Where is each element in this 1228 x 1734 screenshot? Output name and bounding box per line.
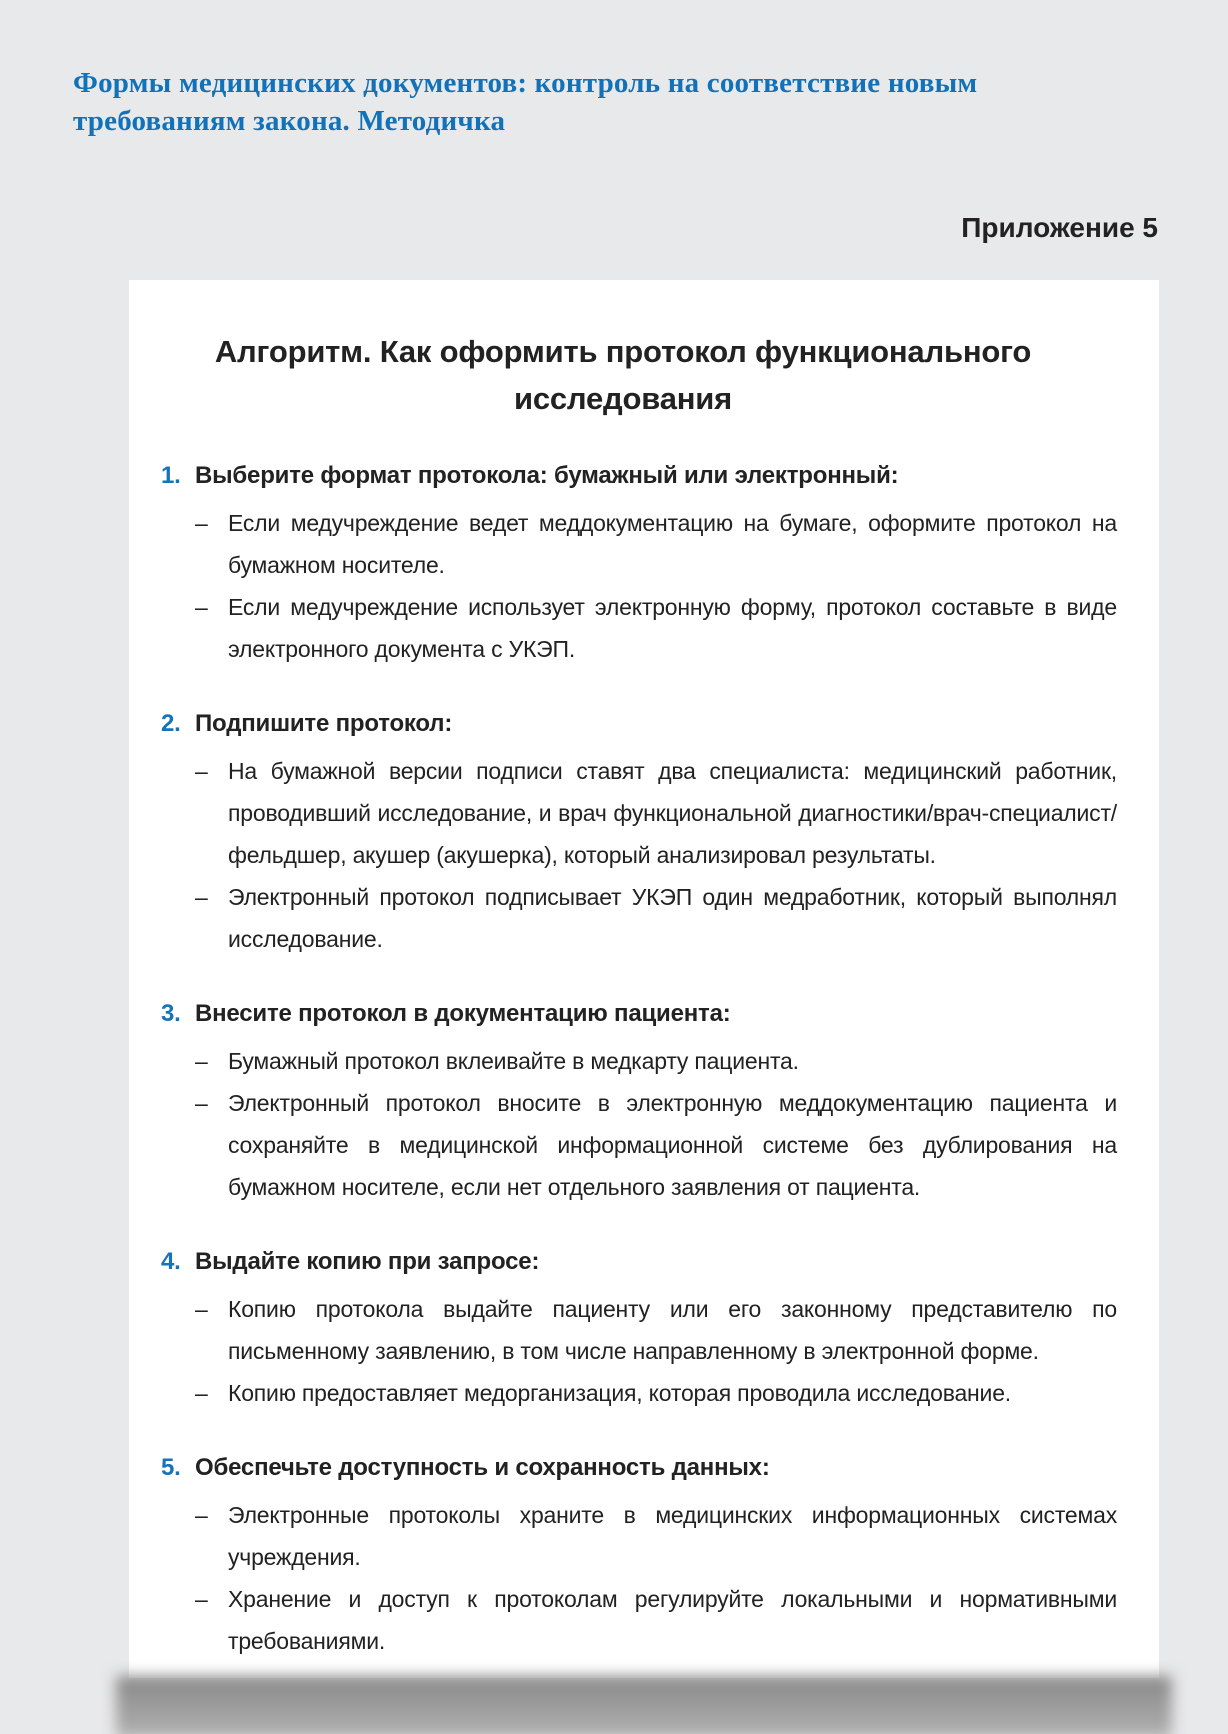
list-item (195, 586, 1117, 670)
dash-marker: – (195, 1586, 208, 1612)
list-item-text: Электронный протокол вносите в электронную меддокументацию пациента и сохраняйте в медицинской информационной системе без дублирования на бумажном носителе, если нет отдельного заявления от пациента. (228, 1090, 1117, 1200)
list-item-text: Электронные протоколы храните в медицинских информационных системах учреждения. (228, 1502, 1117, 1570)
section-number: 3. (161, 1000, 181, 1027)
list-item-text: Бумажный протокол вклеивайте в медкарту пациента. (228, 1048, 799, 1074)
sections-container (129, 460, 1117, 1662)
section-heading-row (161, 1246, 1117, 1278)
dash-marker: – (195, 884, 208, 910)
doc-header (0, 0, 1228, 140)
dash-marker: – (195, 1296, 208, 1322)
dash-marker: – (195, 1090, 208, 1116)
list-item (195, 1494, 1117, 1578)
section-number: 5. (161, 1454, 181, 1481)
section-number: 4. (161, 1248, 181, 1275)
section-number: 1. (161, 462, 181, 489)
section-heading: Выдайте копию при запросе: (195, 1248, 540, 1275)
list-item-text: Электронный протокол подписывает УКЭП один медработник, который выполнял исследование. (228, 884, 1117, 952)
list-item (195, 1578, 1117, 1662)
page-title: Формы медицинских документов: контроль на соответствие новым требованиям закона. Методичка (73, 67, 978, 137)
algorithm-section (129, 460, 1117, 670)
section-bullets (195, 1494, 1117, 1662)
section-bullets (195, 502, 1117, 670)
section-bullets (195, 750, 1117, 960)
section-heading-row (161, 998, 1117, 1030)
dash-marker: – (195, 1502, 208, 1528)
algorithm-section (129, 708, 1117, 960)
document-title: Алгоритм. Как оформить протокол функционального исследования (214, 334, 1032, 416)
list-item-text: Если медучреждение ведет меддокументацию на бумаге, оформите протокол на бумажном носителе. (228, 510, 1117, 578)
list-item-text: Если медучреждение использует электронную форму, протокол составьте в виде электронного документа с УКЭП. (228, 594, 1117, 662)
dash-marker: – (195, 758, 208, 784)
section-heading: Выберите формат протокола: бумажный или электронный: (195, 462, 899, 489)
algorithm-section (129, 1452, 1117, 1662)
section-heading-row (161, 1452, 1117, 1484)
list-item-text: Хранение и доступ к протоколам регулируйте локальными и нормативными требованиями. (228, 1586, 1117, 1654)
list-item (195, 1372, 1117, 1414)
list-item (195, 876, 1117, 960)
list-item-text: Копию предоставляет медорганизация, которая проводила исследование. (228, 1380, 1011, 1406)
section-bullets (195, 1040, 1117, 1208)
list-item-text: На бумажной версии подписи ставят два специалиста: медицинский работник, проводивший исследование, и врач функциональной диагностики/врач-специалист/фельдшер, акушер (акушерка), который анализировал результаты. (228, 758, 1117, 868)
section-bullets (195, 1288, 1117, 1414)
section-heading-row (161, 460, 1117, 492)
section-number: 2. (161, 710, 181, 737)
section-heading: Внесите протокол в документацию пациента: (195, 1000, 731, 1027)
algorithm-section (129, 998, 1117, 1208)
dash-marker: – (195, 510, 208, 536)
list-item (195, 1040, 1117, 1082)
document-page (129, 280, 1159, 1678)
annex-label: Приложение 5 (961, 212, 1158, 243)
list-item (195, 1288, 1117, 1372)
list-item-text: Копию протокола выдайте пациенту или его законному представителю по письменному заявлению, в том числе направленному в электронной форме. (228, 1296, 1117, 1364)
section-heading: Обеспечьте доступность и сохранность данных: (195, 1454, 770, 1481)
section-heading-row (161, 708, 1117, 740)
list-item (195, 502, 1117, 586)
section-heading: Подпишите протокол: (195, 710, 453, 737)
page-bottom-shadow (116, 1676, 1172, 1734)
algorithm-section (129, 1246, 1117, 1414)
dash-marker: – (195, 594, 208, 620)
list-item (195, 750, 1117, 876)
dash-marker: – (195, 1048, 208, 1074)
dash-marker: – (195, 1380, 208, 1406)
list-item (195, 1082, 1117, 1208)
